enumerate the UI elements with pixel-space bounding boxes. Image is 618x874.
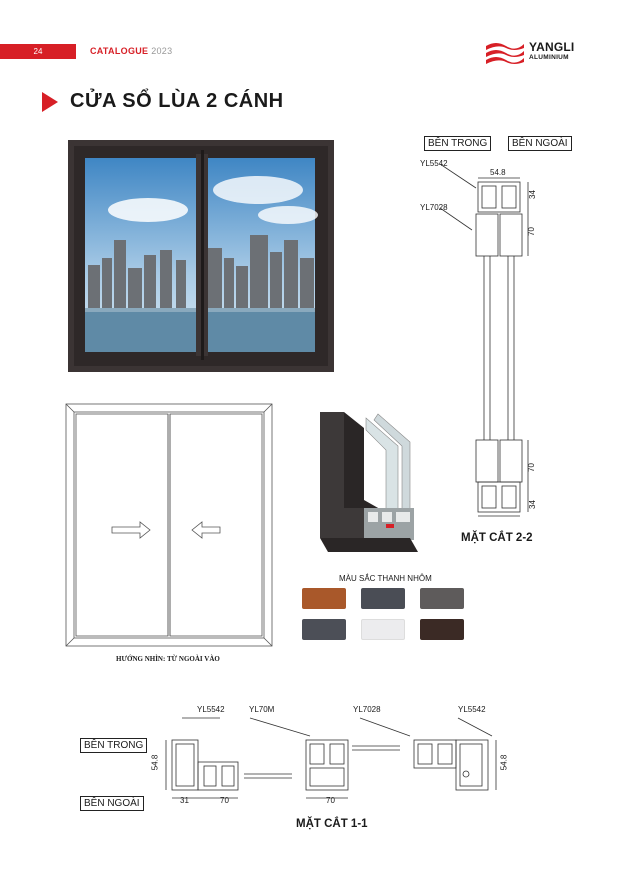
colors-title: MÀU SẮC THANH NHÔM [339, 574, 432, 583]
section22-dim-34-top: 34 [527, 190, 537, 199]
brand-subtitle: ALUMINIUM [529, 54, 569, 61]
elevation-caption: HƯỚNG NHÌN: TỪ NGOÀI VÀO [116, 655, 220, 663]
section22-outside-label: BÊN NGOÀI [508, 136, 572, 151]
window-photo [68, 140, 334, 372]
color-swatch-1 [302, 588, 346, 609]
color-swatch-3 [420, 588, 464, 609]
section22-dim-54-8: 54.8 [490, 168, 506, 177]
section11-drawing [160, 712, 530, 808]
catalogue-year: 2023 [151, 46, 173, 56]
section11-outside-label: BÊN NGOÀI [80, 796, 144, 811]
color-swatch-2 [361, 588, 405, 609]
section11-profile-yl7028: YL7028 [353, 705, 381, 714]
section22-dim-34-bottom: 34 [527, 500, 537, 509]
catalogue-label [90, 46, 172, 56]
color-swatch-4 [302, 619, 346, 640]
color-swatches [302, 588, 470, 640]
page-title: CỬA SỔ LÙA 2 CÁNH [70, 90, 284, 112]
color-swatch-6 [420, 619, 464, 640]
corner-profile-image [318, 408, 428, 558]
section11-profile-yl5542-right: YL5542 [458, 705, 486, 714]
section22-dim-70-top: 70 [526, 227, 536, 236]
window-elevation-drawing [62, 400, 276, 650]
brand-logo-icon [484, 38, 526, 66]
section22-inside-label: BÊN TRONG [424, 136, 491, 151]
catalogue-text: CATALOGUE [90, 46, 149, 56]
section11-dim-70-right: 70 [326, 796, 335, 805]
section22-dim-70-bottom: 70 [526, 463, 536, 472]
section11-dim-70-left: 70 [220, 796, 229, 805]
section22-profile-yl5542: YL5542 [420, 159, 448, 168]
title-arrow-icon [42, 92, 58, 112]
section22-caption: MẶT CẮT 2-2 [461, 532, 533, 544]
section11-profile-yl70m: YL70M [249, 705, 275, 714]
section11-caption: MẶT CẮT 1-1 [296, 818, 368, 830]
section22-drawing [440, 160, 550, 520]
section11-dim-54-8-left: 54.8 [150, 754, 160, 771]
brand-name: YANGLI [529, 40, 575, 54]
section11-inside-label: BÊN TRONG [80, 738, 147, 753]
section11-dim-54-8-right: 54.8 [499, 754, 509, 771]
section11-dim-31: 31 [180, 796, 189, 805]
page-number: 24 [0, 44, 76, 59]
section11-profile-yl5542-left: YL5542 [197, 705, 225, 714]
section22-profile-yl7028: YL7028 [420, 203, 448, 212]
color-swatch-5 [361, 619, 405, 640]
